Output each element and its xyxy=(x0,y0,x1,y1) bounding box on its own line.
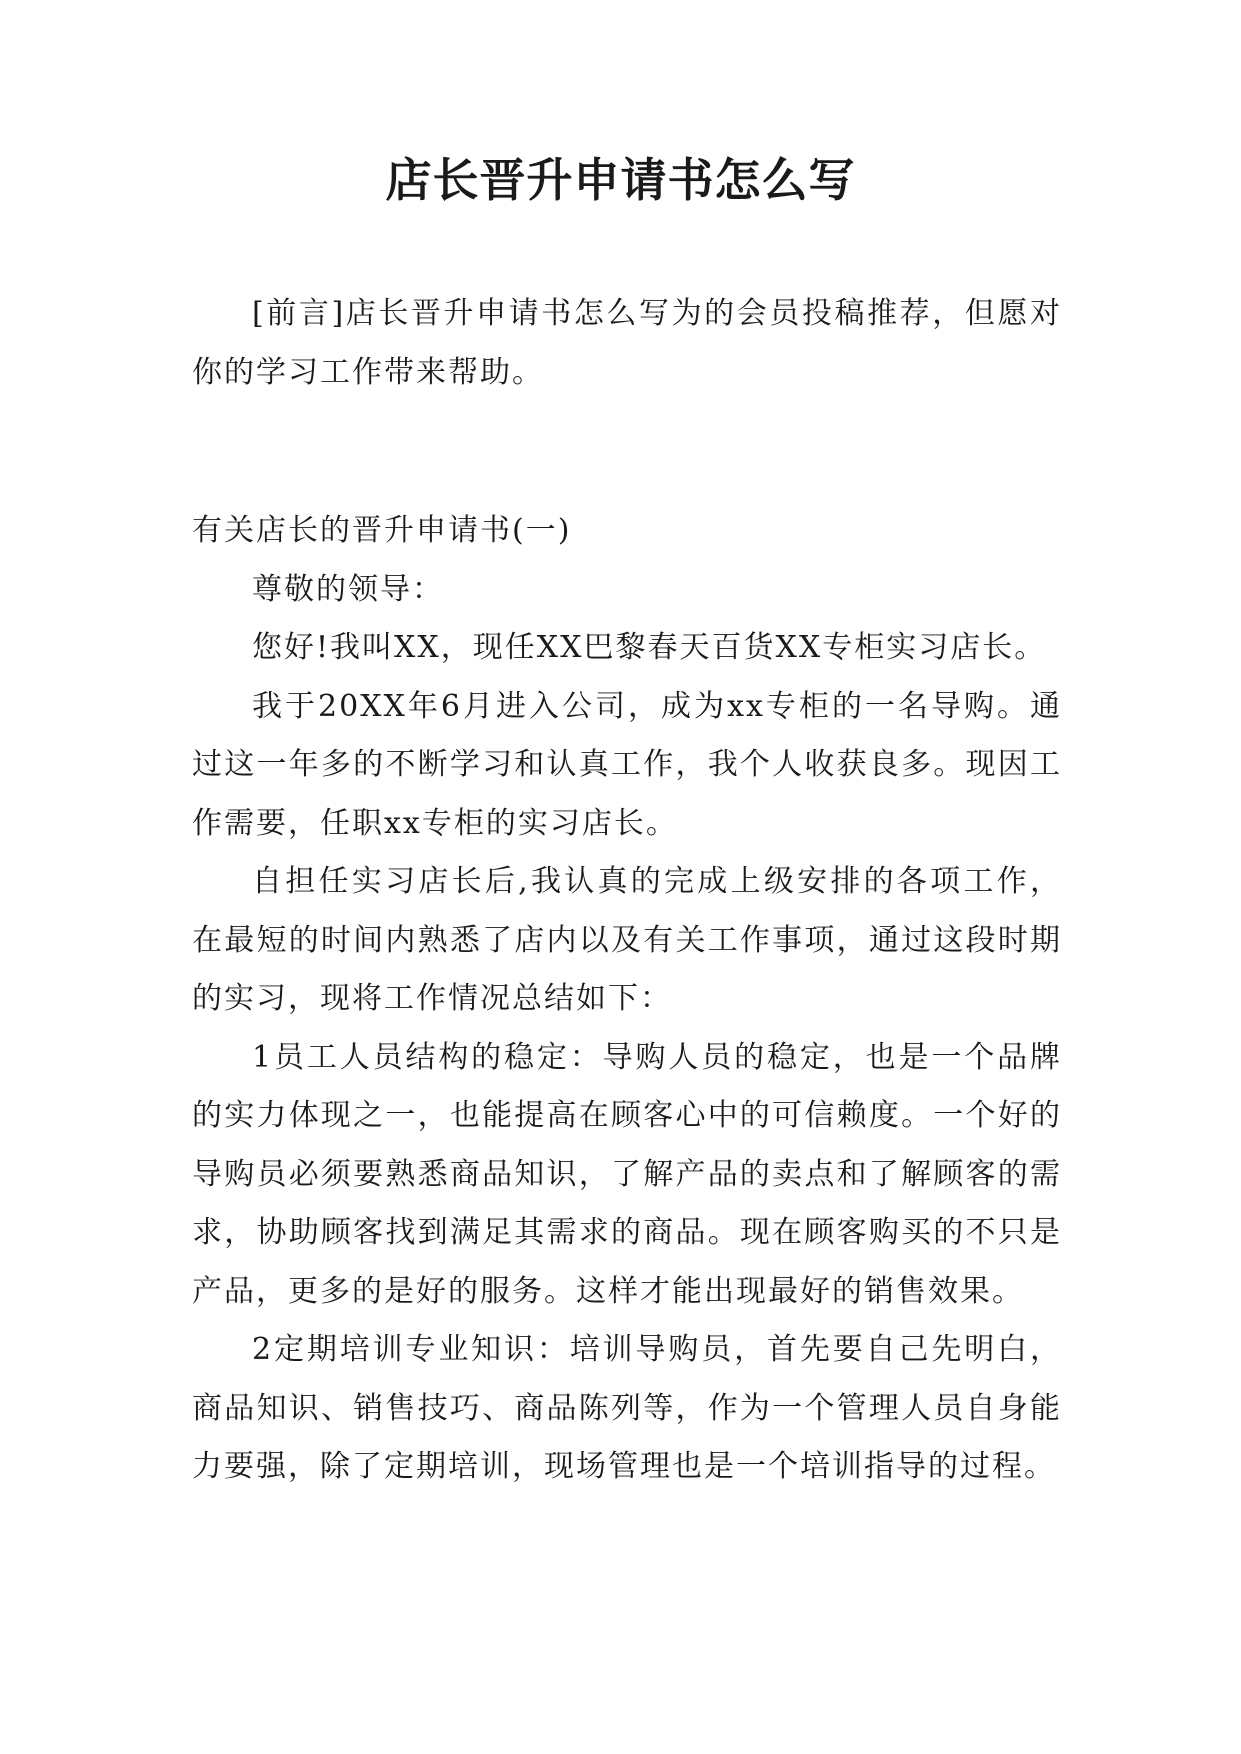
body-paragraph: 我于20XX年6月进入公司，成为xx专柜的一名导购。通过这一年多的不断学习和认真工作，我个人收获良多。现因工作需要，任职xx专柜的实习店长。 xyxy=(192,688,1062,841)
body-paragraph: 1员工人员结构的稳定：导购人员的稳定，也是一个品牌的实力体现之一，也能提高在顾客心中的可信赖度。一个好的导购员必须要熟悉商品知识，了解产品的卖点和了解顾客的需求，协助顾客找到满足其需求的商品。现在顾客购买的不只是产品，更多的是好的服务。这样才能出现最好的销售效果。 xyxy=(192,1039,1062,1309)
section-gap xyxy=(192,402,1062,502)
document-body xyxy=(192,285,1062,1497)
page-title: 店长晋升申请书怎么写 xyxy=(385,153,856,207)
section-heading: 有关店长的晋升申请书(一) xyxy=(192,513,572,548)
greeting-paragraph: 您好!我叫XX，现任XX巴黎春天百货XX专柜实习店长。 xyxy=(252,630,1047,665)
body-paragraph: 2定期培训专业知识：培训导购员，首先要自己先明白，商品知识、销售技巧、商品陈列等，作为一个管理人员自身能力要强，除了定期培训，现场管理也是一个培训指导的过程。 xyxy=(192,1332,1062,1484)
salutation-paragraph: 尊敬的领导： xyxy=(252,571,444,607)
preface-paragraph: [前言]店长晋升申请书怎么写为的会员投稿推荐，但愿对你的学习工作带来帮助。 xyxy=(192,296,1062,390)
body-paragraph: 自担任实习店长后,我认真的完成上级安排的各项工作，在最短的时间内熟悉了店内以及有关工作事项，通过这段时期的实习，现将工作情况总结如下： xyxy=(192,864,1062,1016)
